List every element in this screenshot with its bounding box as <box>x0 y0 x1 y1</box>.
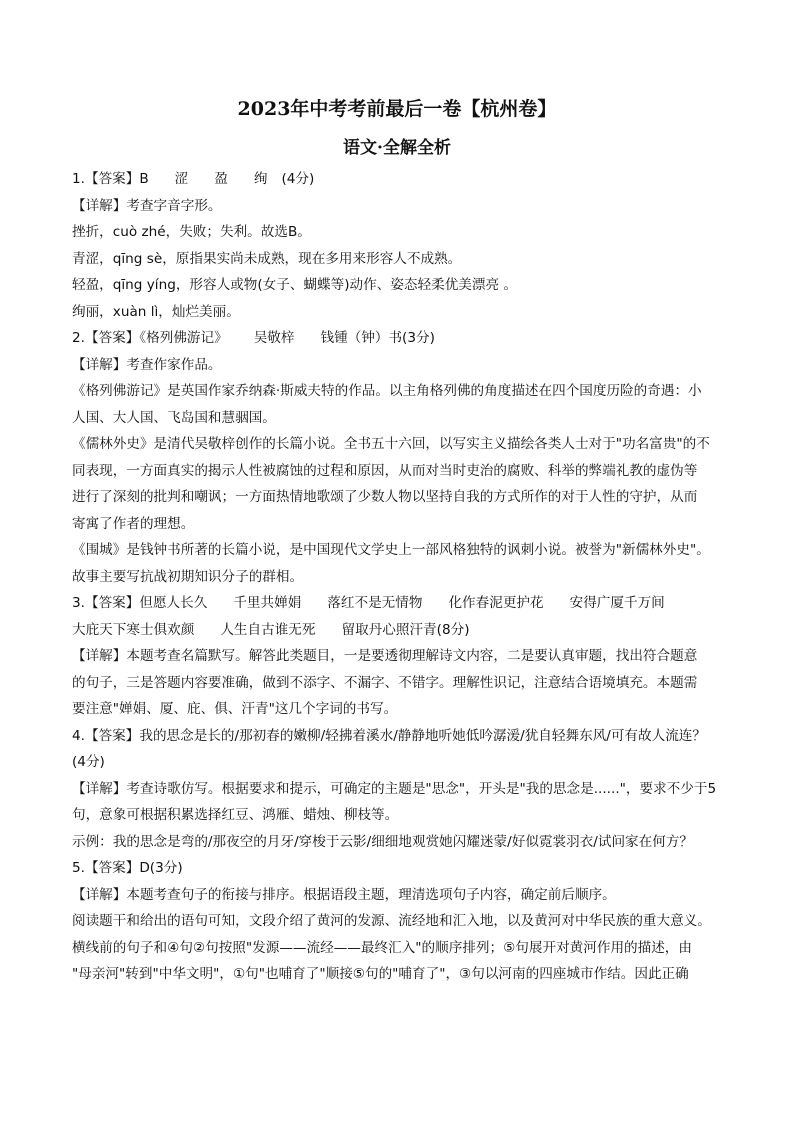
q2-detail-line: 同表现，一方面真实的揭示人性被腐蚀的过程和原因，从而对当时吏治的腐败、科举的弊端礼教的虚伪等 <box>72 462 698 479</box>
q3-answer-item: 千里共婵娟 <box>233 595 302 611</box>
q1-answer-item: 涩 <box>174 171 189 187</box>
q2-detail-line: 寄寓了作者的理想。 <box>72 515 195 532</box>
q4-detail-line: 句，意象可根据积累选择红豆、鸿雁、蜡烛、柳枝等。 <box>72 807 399 823</box>
q2-detail-line: 进行了深刻的批判和嘲讽；一方面热情地歌颂了少数人物以坚持自我的方式所作的对于人性的守护，从而 <box>72 489 698 505</box>
document-page <box>72 96 722 988</box>
q3-answer-item: 化作春泥更护花 <box>448 595 544 611</box>
q5-detail-line: 横线前的句子和④句②句按照"发源——流经——最终汇入"的顺序排列；⑤句展开对黄河作用的描述，由 <box>72 939 692 956</box>
q5-detail-line: "母亲河"转到"中华文明"，①句"也哺育了"顺接⑤句的"哺育了"，③句以河南的四座城市作结。因此正确 <box>72 966 689 982</box>
q3-answer-item: 落红不是无情物 <box>327 595 423 611</box>
q1-detail-line: 青涩，qīng sè，原指果实尚未成熟，现在多用来形容人不成熟。 <box>72 250 462 267</box>
q4-score: (4分) <box>72 754 105 770</box>
q2-answer-line <box>72 325 722 352</box>
q3-answer-line <box>72 590 722 617</box>
q1-detail-line: 轻盈，qīng yíng，形容人或物(女子、蝴蝶等)动作、姿态轻柔优美漂亮 。 <box>72 277 517 293</box>
q3-detail-line: 要注意"婵娟、厦、庇、俱、汗青"这几个字词的书写。 <box>72 701 398 717</box>
q3-answer-item: 安得广厦千万间 <box>569 595 665 611</box>
q4-detail-line: 【详解】考查诗歌仿写。根据要求和提示，可确定的主题是"思念"，开头是"我的思念是......"，要求不少于5 <box>72 780 717 797</box>
q1-score: (4分) <box>281 171 315 187</box>
q1-answer-item: 绚 <box>253 171 268 187</box>
q4-example-line: 示例：我的思念是弯的/那夜空的月牙/穿梭于云影/细细地观赏她闪耀迷蒙/好似霓裳羽衣/试问家在何方？ <box>72 833 694 850</box>
q5-detail-line: 【详解】本题考查句子的衔接与排序。根据语段主题，理清选项句子内容，确定前后顺序。 <box>72 886 616 903</box>
q1-detail-label: 【详解】考查字音字形。 <box>72 197 222 214</box>
q1-detail-line: 绚丽，xuàn lì，灿烂美丽。 <box>72 303 240 320</box>
page-subtitle: 语文·全解全析 <box>343 138 451 158</box>
q1-detail-line: 挫折，cuò zhé，失败；失利。故选B。 <box>72 224 311 240</box>
q2-detail-label: 【详解】考查作家作品。 <box>72 356 222 373</box>
q3-detail-line: 【详解】本题考查名篇默写。解答此类题目，一是要透彻理解诗文内容，二是要认真审题，找出符合题意 <box>72 648 698 664</box>
page-title: 2023年中考考前最后一卷【杭州卷】 <box>237 98 557 120</box>
q3-answer-item: 人生自古谁无死 <box>220 621 316 638</box>
q1-answer-prefix: 1.【答案】B <box>72 171 149 187</box>
q3-answer-prefix: 3.【答案】但愿人长久 <box>72 595 208 611</box>
q3-answer-item: 留取丹心照汗青(8分) <box>341 621 470 638</box>
q2-detail-line: 《格列佛游记》是英国作家乔纳森·斯威夫特的作品。以主角格列佛的角度描述在四个国度历险的奇遇：小 <box>72 383 702 399</box>
q5-answer-line: 5.【答案】D(3分) <box>72 860 183 876</box>
q2-detail-line: 《儒林外史》是清代吴敬梓创作的长篇小说。全书五十六回，以写实主义描绘各类人士对于"功名富贵"的不 <box>72 436 710 452</box>
q4-answer-line: 4.【答案】我的思念是长的/那初春的嫩柳/轻拂着溪水/静静地听她低吟潺湲/犹自轻舞东风/可有故人流连？ <box>72 727 706 744</box>
q3-answer-line-2 <box>72 617 722 644</box>
q1-answer-item: 盈 <box>214 171 228 187</box>
q2-detail-line: 故事主要写抗战初期知识分子的群相。 <box>72 568 304 585</box>
q2-answer-item: 钱锺（钟）书(3分) <box>320 330 435 346</box>
q2-answer-prefix: 2.【答案】《格列佛游记》 <box>72 330 228 346</box>
q2-answer-item: 吴敬梓 <box>253 330 295 346</box>
q1-answer-line <box>72 166 722 193</box>
q2-detail-line: 人国、大人国、飞岛国和慧骃国。 <box>72 409 276 426</box>
q2-detail-line: 《围城》是钱钟书所著的长篇小说，是中国现代文学史上一部风格独特的讽刺小说。被誉为"新儒林外史"。 <box>72 542 710 558</box>
q3-detail-line: 的句子，三是答题内容要准确，做到不添字、不漏字、不错字。理解性识记，注意结合语境填充。本题需 <box>72 674 698 691</box>
q3-answer-item: 大庇天下寒士俱欢颜 <box>72 621 195 638</box>
q5-detail-line: 阅读题干和给出的语句可知，文段介绍了黄河的发源、流经地和汇入地，以及黄河对中华民族的重大意义。 <box>72 913 711 929</box>
